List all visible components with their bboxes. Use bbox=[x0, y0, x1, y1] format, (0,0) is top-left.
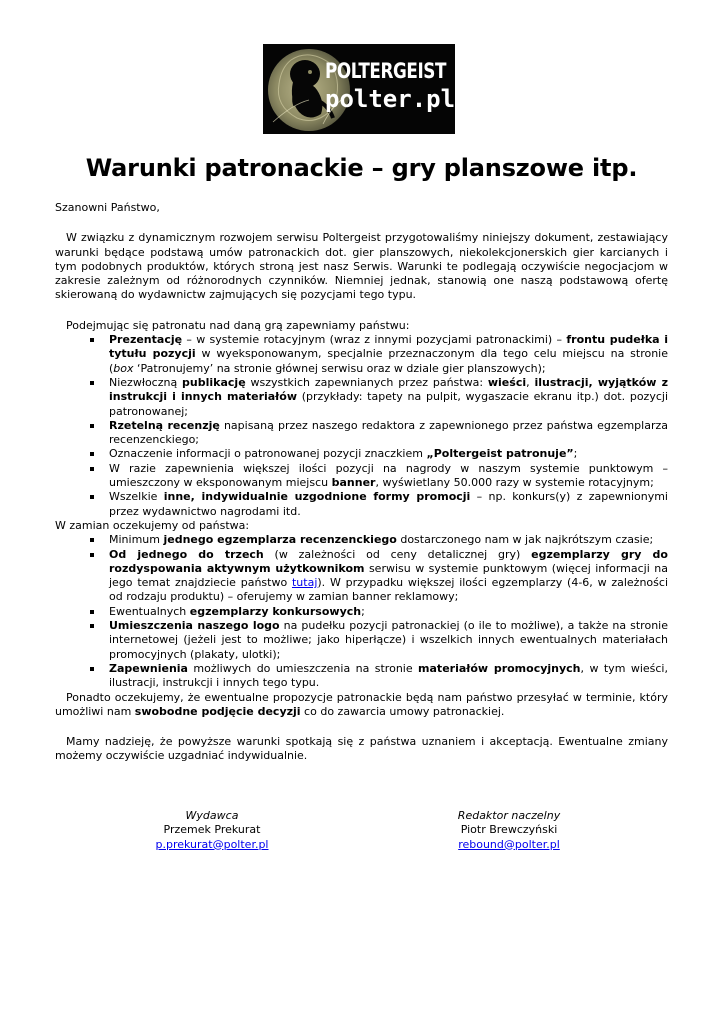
publisher-name: Przemek Prekurat bbox=[163, 823, 261, 837]
list-item: Wszelkie inne, indywidualnie uzgodnione formy promocji – np. konkurs(y) z zapewnionymi przez wydawnictwo nagrodami itd. bbox=[109, 490, 668, 518]
editor-role: Redaktor naczelny bbox=[457, 809, 561, 822]
points-system-link[interactable]: tutaj bbox=[291, 576, 318, 590]
editor-signature bbox=[409, 809, 609, 852]
editor-email-link[interactable]: rebound@polter.pl bbox=[458, 837, 560, 851]
list-item: Od jednego do trzech (w zależności od ceny detalicznej gry) egzemplarzy gry do rozdyspowania aktywnym użytkownikom serwisu w systemie punktowym (więcej informacji na jego temat znajdziecie państwo tutaj). W przypadku większej ilości egzemplarzy (4-6, w zależności od rodzaju produktu) – oferujemy w zamian banner reklamowy; bbox=[109, 547, 668, 604]
list-item: W razie zapewnienia większej ilości pozycji na nagrody w naszym systemie punktowym – umieszczony w eksponowanym miejscu banner, wyświetlany 50.000 razy w systemie rotacyjnym; bbox=[109, 461, 668, 490]
expect-list bbox=[55, 533, 668, 690]
publisher-email-link[interactable]: p.prekurat@polter.pl bbox=[155, 837, 269, 851]
editor-name: Piotr Brewczyński bbox=[460, 823, 558, 837]
list-item: Zapewnienia możliwych do umieszczenia na stronie materiałów promocyjnych, w tym wieści, ilustracji, instrukcji i innych tego typu. bbox=[109, 661, 668, 690]
list-item: Prezentację – w systemie rotacyjnym (wraz z innymi pozycjami patronackimi) – frontu pudełka i tytułu pozycji w wyeksponowanym, specjalnie przeznaczonym dla tego celu miejscu na stronie (box ‘Patronujemy’ na stronie głównej serwisu oraz w dziale gier planszowych); bbox=[109, 333, 669, 375]
list-item: Niezwłoczną publikację wszystkich zapewnianych przez państwa: wieści, ilustracji, wyjątków z instrukcji i innych materiałów (przykłady: tapety na pulpit, wygaszacie ekranu itp.) dot. pozycji patronowanej; bbox=[109, 375, 668, 418]
expect-lead: W zamian oczekujemy od państwa: bbox=[55, 518, 250, 532]
list-item: Oznaczenie informacji o patronowanej pozycji znaczkiem „Poltergeist patronuje”; bbox=[109, 447, 668, 461]
publisher-role: Wydawca bbox=[185, 809, 239, 822]
greeting: Szanowni Państwo, bbox=[55, 201, 160, 214]
poltergeist-logo[interactable] bbox=[263, 44, 455, 134]
page-title: Warunki patronackie – gry planszowe itp. bbox=[85, 154, 638, 182]
intro-paragraph: W związku z dynamicznym rozwojem serwisu Poltergeist przygotowaliśmy niniejszy dokument, zestawiający warunki będące podstawą umów patronackich dot. gier planszowych, niekolekcjonerskich gier karcianych i tym podobnych produktów, których stroną jest nasz Serwis. Warunki te podlegają oczywiście negocjacjom w zakresie zależnym od różnorodnych czynników. Niemniej jednak, stanowią one naszą podstawową ofertę skierowaną do wydawnictw zajmujących się pozycjami tego typu. bbox=[55, 231, 668, 302]
logo-domain: polter.pl bbox=[325, 85, 455, 113]
offer-lead: Podejmując się patronatu nad daną grą zapewniamy państwu: bbox=[66, 318, 410, 332]
closing-paragraph-2: Mamy nadzieję, że powyższe warunki spotkają się z państwa uznaniem i akceptacją. Ewentualne zmiany możemy oczywiście uzgadniać indywidualnie. bbox=[55, 735, 668, 763]
offer-list bbox=[55, 333, 668, 519]
list-item: Umieszczenia naszego logo na pudełku pozycji patronackiej (o ile to możliwe), a także na stronie internetowej (jeżeli jest to możliwe; jako hiperłącze) i wszelkich innych ewentualnych materiałach promocyjnych (plakaty, ulotki); bbox=[109, 619, 668, 661]
list-item: Rzetelną recenzję napisaną przez naszego redaktora z zapewnionego przez państwa egzemplarza recenzenckiego; bbox=[109, 418, 668, 447]
list-item: Ewentualnych egzemplarzy konkursowych; bbox=[109, 605, 668, 619]
document-body bbox=[55, 201, 668, 764]
closing-paragraph-1: Ponadto oczekujemy, że ewentualne propozycje patronackie będą nam państwo przesyłać w terminie, który umożliwi nam swobodne podjęcie decyzji co do zawarcia umowy patronackiej. bbox=[55, 690, 668, 718]
publisher-signature bbox=[112, 809, 312, 852]
list-item: Minimum jednego egzemplarza recenzenckiego dostarczonego nam w jak najkrótszym czasie; bbox=[109, 533, 668, 547]
logo-wordmark: POLTERGEIST bbox=[325, 59, 447, 83]
